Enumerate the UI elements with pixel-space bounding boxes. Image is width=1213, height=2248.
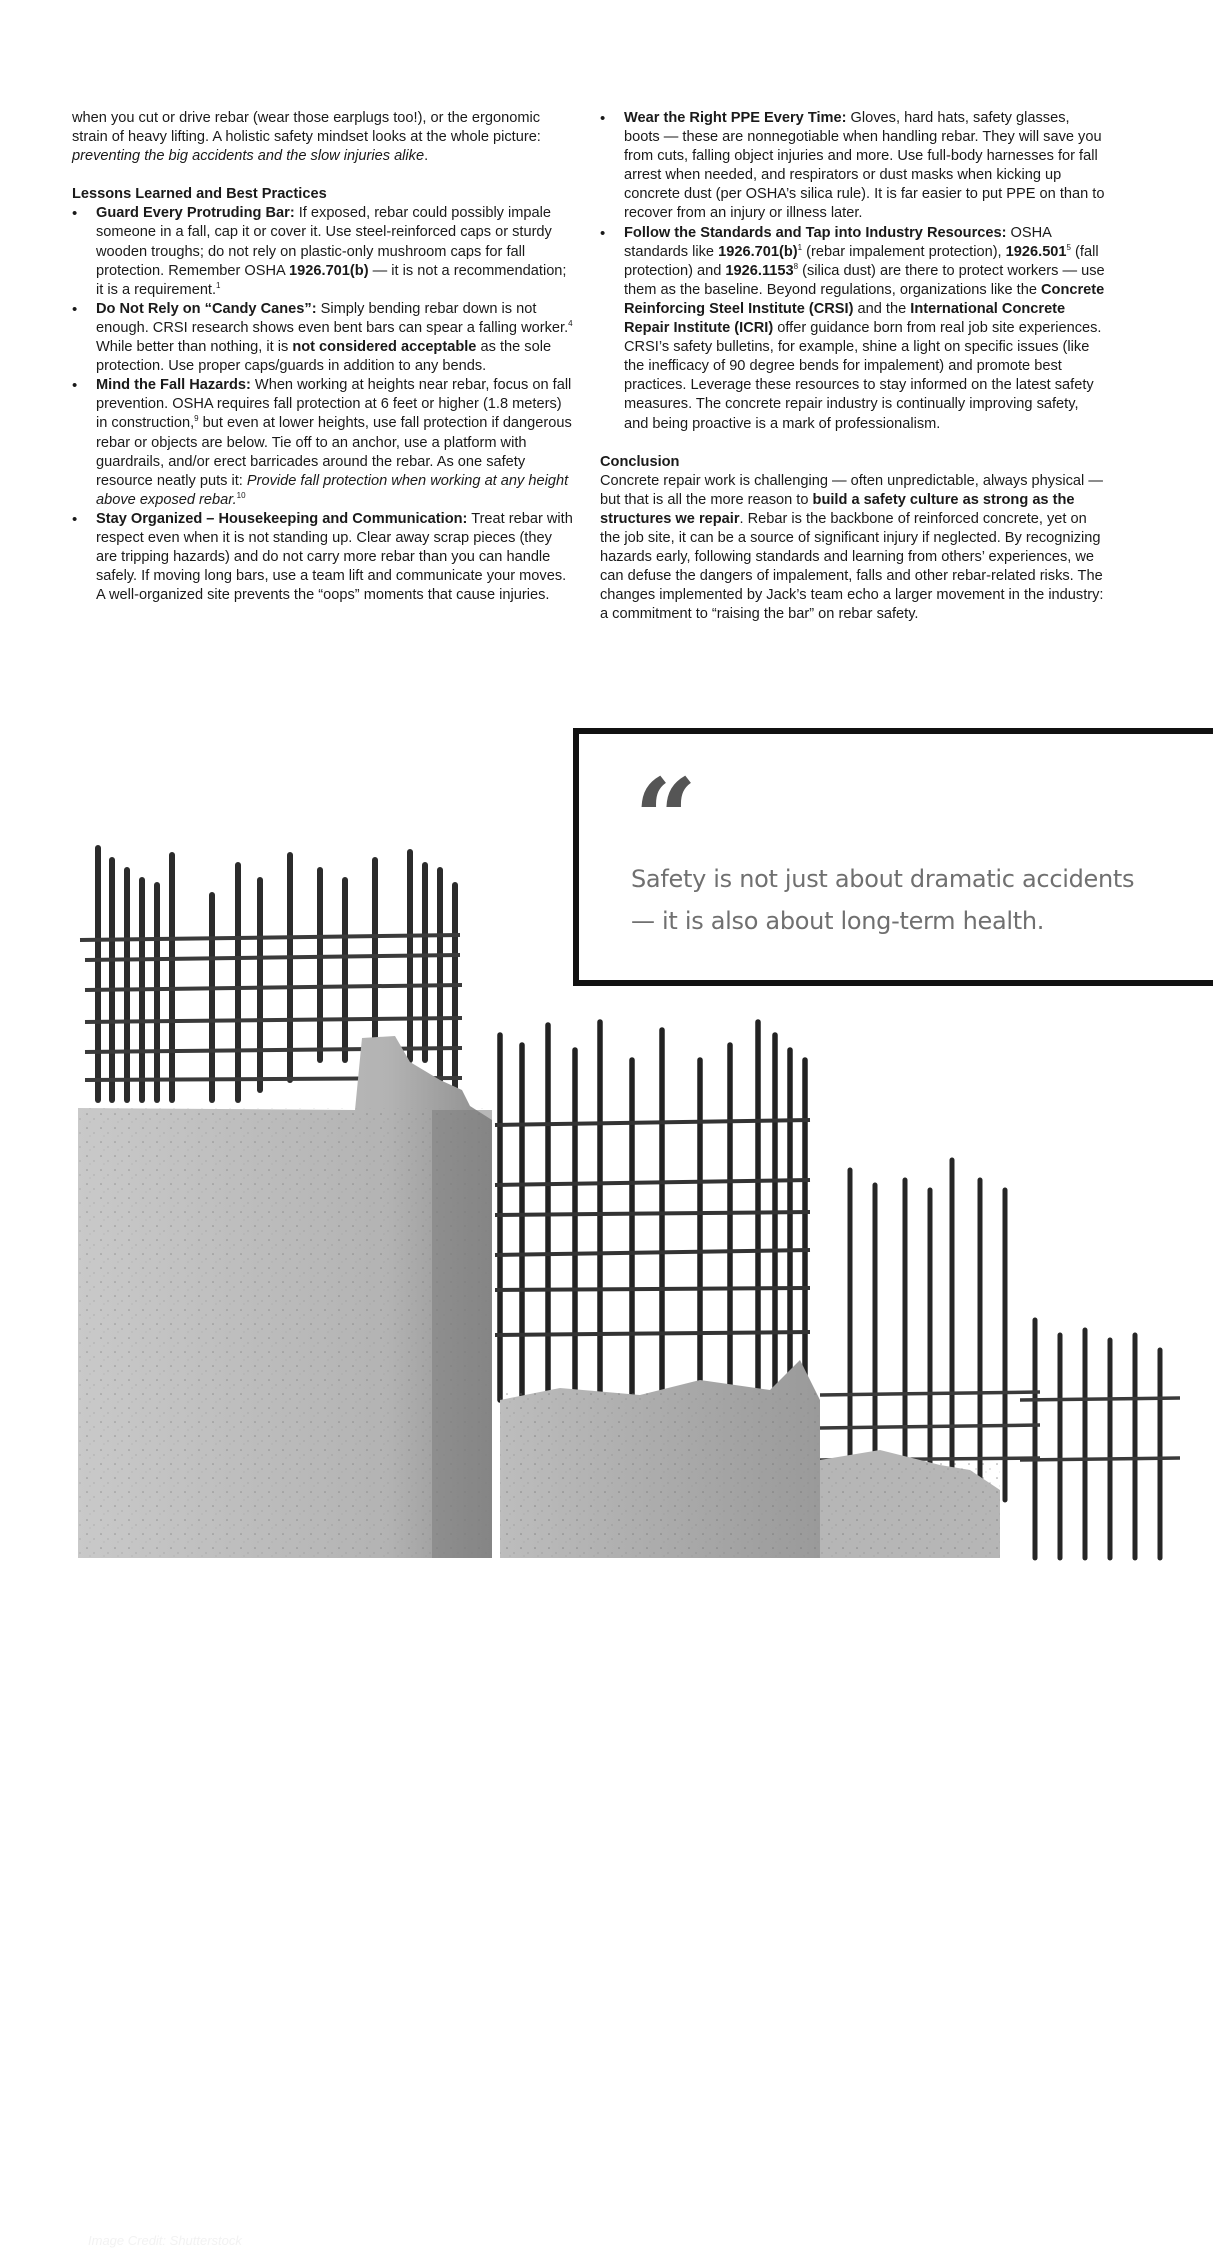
right-column	[600, 109, 1105, 624]
best-practices-list	[72, 204, 577, 605]
quote-mark-icon: “	[634, 754, 698, 883]
best-practices-list-continued	[600, 109, 1105, 434]
conclusion-heading: Conclusion	[600, 453, 680, 470]
section-heading: Lessons Learned and Best Practices	[72, 186, 327, 203]
list-item: • Stay Organized – Housekeeping and Communication: Treat rebar with respect even when it is not standing up. Clear away scrap pieces (they are tripping hazards) and do not carry more rebar than you can handle safely. If moving long bars, use a team lift and communicate your moves. A well-organized site prevents the “oops” moments that cause injuries.	[72, 510, 577, 605]
list-item: • Wear the Right PPE Every Time: Gloves, hard hats, safety glasses, boots — these are nonnegotiable when handling rebar. They will save you from cuts, falling object injuries and more. Use full-body harnesses for fall arrest when needed, and respirators or dust masks when kicking up concrete dust (per OSHA’s silica rule). It is far easier to put PPE on than to recover from an injury or illness later.	[600, 109, 1105, 224]
list-item: • Guard Every Protruding Bar: If exposed, rebar could possibly impale someone in a fall, cap it or cover it. Use steel-reinforced caps or sturdy wooden troughs; do not rely on plastic-only mushroom caps for fall protection. Remember OSHA 1926.701(b) — it is not a recommendation; it is a requirement.$^1$	[72, 204, 577, 299]
list-item: • Follow the Standards and Tap into Industry Resources: OSHA standards like $1926.701(b)^1$ (rebar impalement protection), 1926.501$^5$ (fall protection) and 1926.1153$^8$ (silica dust) are there to protect workers — use them as the baseline. Beyond regulations, organizations like the Concrete Reinforcing Steel Institute (CRSI) and the International Concrete Repair Institute (ICRI) offer guidance born from real job site experiences. CRSI’s safety bulletins, for example, shine a light on specific issues (like the inefficacy of 90 degree bends for impalement) and promote best practices. Leverage these resources to stay informed on the latest safety measures. The concrete repair industry is continually improving safety, and being proactive is a mark of professionalism.	[600, 224, 1105, 434]
list-item: • Do Not Rely on “Candy Canes”: Simply bending rebar down is not enough. CRSI research shows even bent bars can spear a falling worker.$^4$ While better than nothing, it is not considered acceptable as the sole protection. Use proper caps/guards in addition to any bends.	[72, 300, 577, 376]
pull-quote-text: Safety is not just about dramatic accidents — it is also about long-term health.	[631, 865, 1135, 935]
image-credit: Image Credit: Shutterstock	[88, 2233, 242, 2248]
left-column	[72, 109, 577, 605]
conclusion-paragraph: Concrete repair work is challenging — often unpredictable, always physical — but that is all the more reason to build a safety culture as strong as the structures we repair. Rebar is the backbone of reinforced concrete, yet on the job site, it can be a source of significant injury if neglected. By recognizing hazards early, following standards and learning from others’ experiences, we can defuse the dangers of impalement, falls and other rebar-related risks. The changes implemented by Jack’s team echo a larger movement in the industry: a commitment to “raising the bar” on rebar safety.	[600, 472, 1104, 623]
list-item: • Mind the Fall Hazards: When working at heights near rebar, focus on fall prevention. OSHA requires fall protection at 6 feet or higher (1.8 meters) in construction,$^9$ but even at lower heights, use fall protection if dangerous rebar or objects are below. Tie off to an anchor, use a platform with guardrails, and/or erect barricades around the rebar. As one safety resource neatly puts it: Provide fall protection when working at any height above exposed rebar.$^{10}$	[72, 376, 577, 510]
pull-quote-box	[573, 728, 1213, 986]
intro-paragraph: when you cut or drive rebar (wear those earplugs too!), or the ergonomic strain of heavy lifting. A holistic safety mindset looks at the whole picture: preventing the big accidents and the slow injuries alike.	[72, 110, 541, 165]
